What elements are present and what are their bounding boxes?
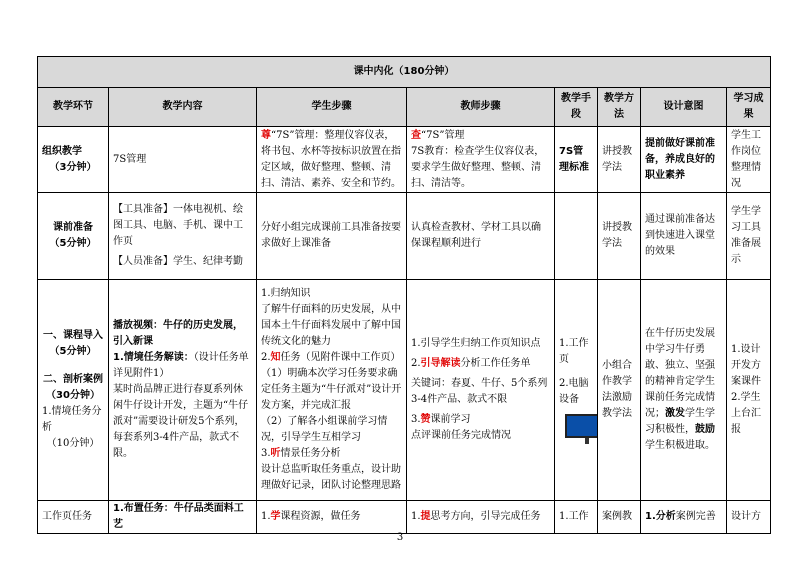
table-row <box>38 501 771 534</box>
student-cell <box>257 280 407 501</box>
student-step-2-text: 任务（见附件课中工作页） <box>280 352 401 363</box>
means-computer: 2.电脑设备 <box>559 378 589 405</box>
header-method: 教学方法 <box>598 88 641 127</box>
intent-text: 案例完善 <box>675 511 716 522</box>
means-cell: 1.工作 <box>555 501 598 534</box>
method-cell: 讲授教学法 <box>598 193 641 280</box>
banner-row <box>38 57 771 88</box>
means-worksheet: 1.工作页 <box>559 338 589 365</box>
means-cell <box>555 280 598 501</box>
header-content: 教学内容 <box>109 88 257 127</box>
means-cell <box>555 193 598 280</box>
content-subtitle-note: （设计任务单详见附件1） <box>113 352 249 379</box>
teacher-num: 1. <box>411 511 421 522</box>
intent-cell: 通过课前准备达到快速进入课堂的效果 <box>641 193 727 280</box>
content-cell: 1.布置任务：牛仔品类面料工艺 <box>109 501 257 534</box>
table-row <box>38 280 771 501</box>
student-text: “7S”管理：整理仪容仪表，将书包、水杯等按标识放置在指定区域，做好整理、整顿、清扫、清洁、素养、安全和节约。 <box>261 130 401 189</box>
banner-title: 课中内化（180分钟） <box>38 57 771 88</box>
teacher-step-3-text: 课前学习 <box>430 414 471 425</box>
teacher-step-1: 1.引导学生归纳工作页知识点 <box>411 338 541 349</box>
teacher-step-2-keyword: 引导解读 <box>420 358 461 369</box>
content-title: 播放视频：牛仔的历史发展，引入新课 <box>113 320 243 347</box>
tv-screen <box>565 414 598 438</box>
student-num: 1. <box>261 511 271 522</box>
student-step-2-a: （1）明确本次学习任务要求确定任务主题为“牛仔派对”设计开发方案，并完成汇报 <box>261 368 402 411</box>
stage-cell: 工作页任务 <box>38 501 109 534</box>
stage-task-duration: （10分钟） <box>46 438 100 449</box>
content-subtitle: 1.情境任务解读： <box>113 352 194 363</box>
student-step-1: 1.归纳知识 <box>261 288 311 299</box>
student-step-3-num: 3. <box>261 448 271 459</box>
student-keyword: 尊 <box>261 130 271 141</box>
student-step-1-detail: 了解牛仔面料的历史发展，从中国本土牛仔面料发展中了解中国传统文化的魅力 <box>261 304 401 347</box>
content-people: 【人员准备】学生、纪律考勤 <box>113 256 243 267</box>
header-row <box>38 88 771 127</box>
content-body: 某时尚品牌正进行春夏系列休闲牛仔设计开发，主题为“牛仔派对”需要设计研发5个系列，每套系列3-4件产品，款式不限。 <box>113 384 249 459</box>
lesson-plan-table <box>37 56 771 534</box>
teacher-cell <box>407 280 555 501</box>
header-student: 学生步骤 <box>257 88 407 127</box>
stage-cell <box>38 280 109 501</box>
tv-stand <box>585 438 589 444</box>
student-cell <box>257 127 407 193</box>
intent-cell <box>641 280 727 501</box>
student-step-2-b: （2）了解各小组课前学习情况，引导学生互相学习 <box>261 416 388 443</box>
outcome-cell: 设计方 <box>727 501 771 534</box>
teacher-text-1: “7S”管理 <box>421 130 465 141</box>
teacher-text: 思考方向，引导完成任务 <box>430 511 541 522</box>
stage-title: 课前准备 <box>53 222 93 233</box>
intent-text-c: 学生学习积极性， <box>645 408 715 435</box>
teacher-keyword: 查 <box>411 130 421 141</box>
stage-cell <box>38 193 109 280</box>
student-step-3-keyword: 听 <box>270 448 281 459</box>
student-cell <box>257 501 407 534</box>
page-number: 3 <box>396 532 404 543</box>
teacher-keyword: 提 <box>420 511 431 522</box>
outcome-cell: 学生工作岗位整理情况 <box>727 127 771 193</box>
outcome-cell: 学生学习工具准备展示 <box>727 193 771 280</box>
teacher-cell <box>407 501 555 534</box>
intent-keyword: 1.分析 <box>645 511 676 522</box>
header-intent: 设计意图 <box>641 88 727 127</box>
method-cell: 小组合作教学法激励教学法 <box>598 280 641 501</box>
intent-keyword-inspire: 激发 <box>665 408 685 419</box>
student-step-3-text: 情景任务分析 <box>280 448 341 459</box>
stage-title: 组织教学 <box>42 145 82 157</box>
intent-keyword-encourage: 鼓励 <box>695 424 715 435</box>
stage-intro-duration: （5分钟） <box>49 346 97 357</box>
table-row <box>38 193 771 280</box>
intent-text-a: 在牛仔历史发展中学习牛仔勇敢、独立、坚强的精神肯定学生课前任务完成情况； <box>645 328 715 419</box>
method-cell: 案例教 <box>598 501 641 534</box>
stage-case-duration: （30分钟） <box>46 390 100 401</box>
student-cell: 分好小组完成课前工具准备按要求做好上课准备 <box>257 193 407 280</box>
intent-text-d: 学生积极进取。 <box>645 440 715 451</box>
stage-duration: （5分钟） <box>49 238 97 249</box>
stage-duration: （3分钟） <box>49 161 97 173</box>
student-step-2-num: 2. <box>261 352 271 363</box>
teacher-step-3-keyword: 赞 <box>420 414 431 425</box>
teacher-keywords: 关键词：春夏、牛仔、5个系列3-4件产品、款式不限 <box>411 378 548 405</box>
teacher-step-3-num: 3. <box>411 414 421 425</box>
student-step-3-detail: 设计总监听取任务重点，设计助理做好记录，团队讨论整理思路 <box>261 464 401 491</box>
method-cell: 讲授教学法 <box>598 127 641 193</box>
content-tools: 【工具准备】一体电视机、绘图工具、电脑、手机、课中工作页 <box>113 204 243 247</box>
content-cell <box>109 193 257 280</box>
stage-task-analysis: 1.情境任务分析 <box>42 406 102 433</box>
smart-tv-image <box>565 414 598 444</box>
teacher-step-2-num: 2. <box>411 358 421 369</box>
teacher-cell <box>407 127 555 193</box>
intent-cell <box>641 501 727 534</box>
teacher-cell: 认真检查教材、学材工具以确保课程顺利进行 <box>407 193 555 280</box>
header-teacher: 教师步骤 <box>407 88 555 127</box>
outcome-cell: 1.设计开发方案课件 2.学生上台汇报 <box>727 280 771 501</box>
stage-case-title: 二、剖析案例 <box>43 374 103 385</box>
table-row <box>38 127 771 193</box>
student-step-2-keyword: 知 <box>270 352 281 363</box>
student-keyword: 学 <box>270 511 281 522</box>
stage-intro-title: 一、课程导入 <box>43 330 103 341</box>
content-cell <box>109 280 257 501</box>
student-text: 课程资源，做任务 <box>280 511 361 522</box>
header-outcome: 学习成果 <box>727 88 771 127</box>
header-means: 教学手段 <box>555 88 598 127</box>
means-cell: 7S管理标准 <box>555 127 598 193</box>
content-cell: 7S管理 <box>109 127 257 193</box>
teacher-step-2-text: 分析工作任务单 <box>460 358 531 369</box>
teacher-step-3-detail: 点评课前任务完成情况 <box>411 430 511 441</box>
intent-cell: 提前做好课前准备，养成良好的职业素养 <box>641 127 727 193</box>
teacher-text-2: 7S教育：检查学生仪容仪表，要求学生做好整理、整顿、清扫、清洁等。 <box>411 146 545 189</box>
stage-cell <box>38 127 109 193</box>
header-stage: 教学环节 <box>38 88 109 127</box>
